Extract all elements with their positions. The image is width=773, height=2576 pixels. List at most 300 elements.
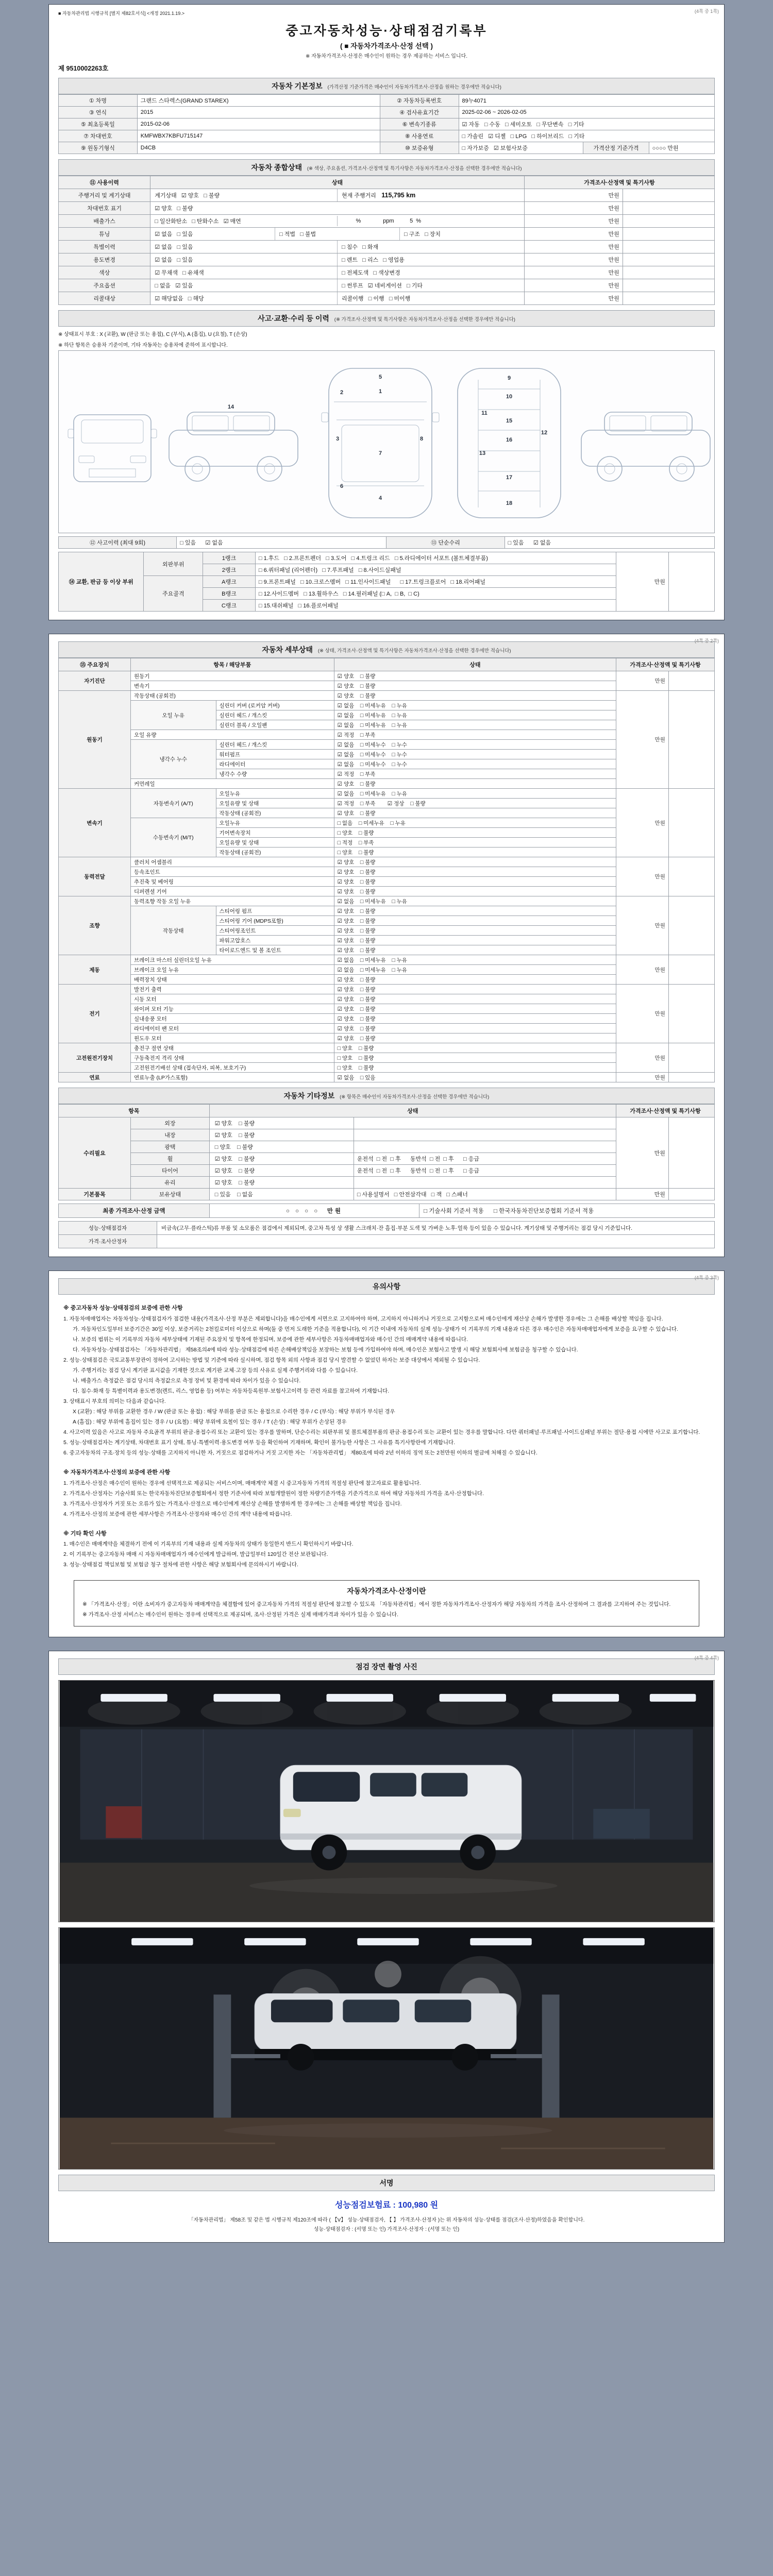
signature-line: 성능·상태점검자 : (서명 또는 인) 가격조사·산정자 : (서명 또는 인): [313, 2227, 460, 2233]
item-label: 스티어링 펌프: [216, 906, 334, 916]
status-checkboxes: □ 양호 □ 불량: [334, 828, 616, 838]
column-header: ⑪ 사용이력: [59, 176, 150, 189]
item-label: 오일누유: [216, 789, 334, 799]
status-checkboxes: □ 있음 □ 없음: [209, 1189, 354, 1200]
etc-item-label: 보유상태: [131, 1189, 210, 1200]
status-checkboxes: ☑ 양호 □ 불량: [334, 945, 616, 955]
field-label: ⑦ 차대번호: [59, 130, 138, 142]
etc-item-label: 광택: [131, 1141, 210, 1153]
item-label: 구동축전지 격리 상태: [131, 1053, 334, 1063]
price-unit-cell: 만원: [616, 857, 669, 896]
field-label: 가격산정 기준가격: [583, 142, 649, 154]
basic-info-band: [58, 78, 715, 94]
notice-body: [58, 1295, 715, 1573]
etc-title: 자동차 기타정보: [283, 1092, 335, 1100]
etc-row: [59, 1189, 715, 1200]
status-cell: [150, 202, 525, 215]
field-value checkbox-group: □ 가솔린 ☑ 디젤 □ LPG □ 하이브리드 □ 기타: [459, 130, 714, 142]
svg-text:6: 6: [340, 483, 344, 489]
status-checkboxes: ☑ 양호 □ 불량: [334, 975, 616, 985]
legal-confirmation-line: 「자동차관리법」 제58조 및 같은 법 시행규칙 제120조에 따라 ( 【V】 성능·상태점검자, 【 】 가격조사·산정자 )는 위 자동차의 성능·상태를 점검(조사·산정)하였음을 확인합니다.: [188, 2217, 585, 2224]
parts-items: □ 9.프론트패널 □ 10.크로스멤버 □ 11.인사이드패널 □ 17.트렁크플로어 □ 18.리어패널: [255, 576, 616, 588]
page-mark: (4쪽 중 4쪽): [694, 1655, 719, 1661]
summary-row: [59, 202, 715, 215]
notice-paragraph: A (흠집) : 해당 부위에 흠집이 있는 경우 / U (요철) : 해당 부위에 요철이 있는 경우 / T (손상) : 해당 부위가 손상된 경우: [73, 1418, 347, 1425]
item-label: 동력조향 작동 오일 누유: [131, 896, 334, 906]
remark-cell: [623, 241, 714, 253]
field-label: ④ 검사유효기간: [380, 107, 459, 118]
item-label: 고전원전기배선 상태 (접속단자, 피복, 보호기구): [131, 1063, 334, 1073]
checkbox-group: □ 없음 ☑ 있음: [155, 283, 193, 289]
svg-text:13: 13: [479, 450, 486, 456]
etc-band: [58, 1088, 715, 1104]
panel-number-labels: [228, 374, 547, 506]
remark-cell: [668, 691, 714, 789]
remark-cell: [668, 985, 714, 1043]
etc-item-label: 타이어: [131, 1165, 210, 1177]
status-checkboxes: ☑ 양호 □ 불량: [334, 887, 616, 896]
detail-row: [59, 1043, 715, 1053]
summary-row: [59, 215, 715, 228]
svg-text:10: 10: [506, 394, 513, 400]
history-note: (※ 가격조사·산정액 및 특기사항은 자동차가격조사·산정을 선택한 경우에만 적습니다): [334, 317, 515, 323]
checkbox-group: □ 적법 □ 불법: [275, 228, 399, 240]
etc-extra: [354, 1117, 616, 1129]
inspection-photo-1: [58, 1680, 715, 1922]
checkbox-group: ☑ 없음 □ 있음: [155, 244, 193, 250]
checkbox-group: □ 썬루프 ☑ 네비게이션 □ 기타: [337, 279, 524, 292]
item-label: 등속조인트: [131, 867, 334, 877]
basic-info-note: (가격산정 기준가격은 매수인이 자동차가격조사·산정을 원하는 경우에만 적습니다): [327, 84, 501, 90]
notice-paragraph: 1. 매수인은 매매계약을 체결하기 전에 이 기록부의 기재 내용과 실제 자동차의 상태가 동일한지 반드시 확인하시기 바랍니다.: [63, 1541, 354, 1548]
item-label: 시동 모터: [131, 994, 334, 1004]
svg-text:4: 4: [378, 495, 382, 501]
status-checkboxes: ☑ 없음 □ 미세누유 □ 누유: [334, 720, 616, 730]
item-label: 윈도우 모터: [131, 1033, 334, 1043]
remark-cell: [668, 896, 714, 955]
price-unit-cell: 만원: [524, 215, 623, 228]
item-label: 라디에이터 팬 모터: [131, 1024, 334, 1033]
notice-title: 유의사항: [372, 1282, 401, 1291]
status-checkboxes: ☑ 적정 □ 부족: [334, 730, 616, 740]
field-value: 2015-02-06: [137, 118, 380, 130]
field-label: ② 자동차등록번호: [380, 95, 459, 107]
remark-cell: [668, 789, 714, 857]
summary-row: [59, 189, 715, 202]
item-label: 변속기: [131, 681, 334, 691]
summary-row: [59, 279, 715, 292]
item-group-label: 자동변속기 (A/T): [131, 789, 216, 818]
table-row: [59, 95, 715, 107]
notice-paragraph: 4. 사고이력 있음은 사고로 자동차 주요골격 부위의 판금·용접수리 또는 교환이 있는 경우를 말하며, 단순수리는 외판부위 및 볼트체결부품의 판금·용접수리 또는 교환이 있는 경우를 말합니다. 다만 쿼터패널·루프패널·사이드실패널 부위는 절단·용접 시에만 사고로 표기합니다.: [63, 1429, 700, 1435]
price-unit-cell: 만원: [616, 1189, 669, 1200]
remark-cell: [668, 1117, 714, 1189]
fee-value: 100,980 원: [398, 2201, 439, 2210]
remark-cell: [668, 1073, 714, 1082]
inspector-opinion-table: [58, 1221, 715, 1248]
photos-band: [58, 1658, 715, 1675]
item-label: 오일누유: [216, 818, 334, 828]
status-cell: [150, 228, 525, 241]
status-checkboxes: ☑ 양호 □ 불량: [334, 681, 616, 691]
etc-item-label: 내장: [131, 1129, 210, 1141]
notice-paragraph: ※ 기타 확인 사항: [63, 1530, 107, 1537]
notice-paragraph: 3. 성능·상태점검 책임보험 및 보험금 청구 절차에 관한 사항은 해당 보험회사에 문의하시기 바랍니다.: [63, 1562, 298, 1568]
price-unit-cell: 만원: [616, 552, 669, 612]
notice-paragraph: 다. 침수·화재 등 특별이력과 용도변경(렌트, 리스, 영업용 등) 여부는 자동차등록원부·보험사고이력 등 관련 자료를 참고하여 기재합니다.: [73, 1387, 390, 1394]
usage-history-label: 용도변경: [59, 253, 150, 266]
status-checkboxes: ☑ 적정 □ 부족: [334, 769, 616, 779]
item-group-label: 작동상태: [131, 906, 216, 955]
status-checkboxes: ☑ 양호 □ 불량: [334, 779, 616, 789]
etc-extra: 운전석 □ 전 □ 후 동반석 □ 전 □ 후 □ 응급: [354, 1153, 616, 1165]
accident-history-value checkbox-group: □ 있음 ☑ 없음: [177, 537, 386, 549]
notice-paragraph: ※ 중고자동차 성능·상태점검의 보증에 관한 사항: [63, 1305, 183, 1311]
usage-history-label: 튜닝: [59, 228, 150, 241]
detail-title: 자동차 세부상태: [262, 646, 313, 654]
parts-rank: 2랭크: [203, 564, 256, 576]
item-group-label: 수동변속기 (M/T): [131, 818, 216, 857]
parts-category: 외판부위: [144, 552, 203, 576]
checkbox-group: ☑ 없음 □ 있음: [155, 231, 193, 238]
notice-paragraph: X (교환) : 해당 부위를 교환한 경우 / W (판금 또는 용접) : 해당 부위를 판금 또는 용접으로 수리한 경우 / C (부식) : 해당 부위가 부식된 경우: [73, 1408, 395, 1415]
usage-history-label: 특별이력: [59, 241, 150, 253]
page-mark: (4쪽 중 3쪽): [694, 1275, 719, 1280]
item-label: 워터펌프: [216, 750, 334, 759]
inspection-insurance-fee: [58, 2198, 715, 2210]
status-checkboxes: ☑ 없음 □ 미세누유 □ 누유: [334, 710, 616, 720]
price-unit-cell: 만원: [616, 1117, 669, 1189]
detail-row: [59, 671, 715, 681]
price-unit-cell: 만원: [524, 241, 623, 253]
device-section-label: 전기: [59, 985, 131, 1043]
status-checkboxes: ☑ 없음 □ 미세누수 □ 누수: [334, 740, 616, 750]
status-checkboxes: □ 양호 □ 불량: [334, 1053, 616, 1063]
usage-history-label: 주행거리 및 계기상태: [59, 189, 150, 202]
table-row: [59, 1204, 715, 1218]
notice-paragraph: 2. 가격조사·산정자는 기술사회 또는 한국자동차진단보증협회에서 정한 기준서에 따라 보험개발원이 정한 차량기준가액을 기준가격으로 하여 해당 자동차의 가격을 조사·산정합니다.: [63, 1490, 484, 1497]
page-2: [48, 634, 725, 1257]
etc-extra: 운전석 □ 전 □ 후 동반석 □ 전 □ 후 □ 응급: [354, 1165, 616, 1177]
status-checkboxes: ☑ 양호 □ 불량: [334, 985, 616, 994]
table-row: [59, 118, 715, 130]
item-label: 커먼레일: [131, 779, 334, 789]
detail-note: (※ 상태, 가격조사·산정액 및 특기사항은 자동차가격조사·산정을 선택한 경우에만 적습니다): [317, 648, 511, 654]
service-note: ※ 자동차가격조사·산정은 매수인이 원하는 경우 제공하는 서비스 입니다.: [305, 54, 468, 59]
status-checkboxes: ☑ 양호 □ 불량: [334, 877, 616, 887]
notice-paragraph: 3. 상태표시 부호의 의미는 다음과 같습니다.: [63, 1398, 166, 1404]
price-assessment-info-box: [74, 1580, 699, 1626]
remark-cell: [623, 228, 714, 241]
parts-row: [59, 552, 715, 564]
remark-cell: [623, 292, 714, 305]
remark-cell: [668, 1043, 714, 1073]
item-label: 스티어링 기어 (MDPS포함): [216, 916, 334, 926]
status-checkboxes: ☑ 없음 □ 미세누유 □ 누유: [334, 955, 616, 965]
column-header: 상태: [209, 1105, 616, 1117]
status-checkboxes: ☑ 양호 □ 불량: [334, 867, 616, 877]
remark-cell: [668, 671, 714, 691]
device-section-label: 원동기: [59, 691, 131, 789]
status-checkboxes: ☑ 양호 □ 불량: [334, 936, 616, 945]
column-header: 가격조사·산정액 및 특기사항: [616, 658, 715, 671]
field-value: 2025-02-06 ~ 2026-02-05: [459, 107, 714, 118]
history-title: 사고·교환·수리 등 이력: [258, 314, 329, 323]
remark-cell: [623, 202, 714, 215]
parts-rank: 1랭크: [203, 552, 256, 564]
table-header-row: [59, 1105, 715, 1117]
device-section-label: 조향: [59, 896, 131, 955]
signature-band: [58, 2175, 715, 2191]
price-unit-cell: 만원: [616, 691, 669, 789]
column-header: 상태: [334, 658, 616, 671]
remark-cell: [623, 253, 714, 266]
field-value: 89누4071: [459, 95, 714, 107]
final-price-extra checkbox-group: □ 기술사회 기준서 적용 □ 한국자동차진단보증협회 기준서 적용: [419, 1204, 715, 1218]
status-checkboxes: ☑ 없음 □ 미세누유 □ 누유: [334, 965, 616, 975]
exchange-panel-table: [58, 552, 715, 612]
detail-row: [59, 985, 715, 994]
field-label: ③ 연식: [59, 107, 138, 118]
car-damage-diagram: [58, 350, 715, 533]
item-label: 충전구 절연 상태: [131, 1043, 334, 1053]
field-value: D4CB: [137, 142, 380, 154]
item-label: 라디에이터: [216, 759, 334, 769]
car-views-drawing: [61, 353, 717, 528]
item-label: 타이로드엔드 및 볼 조인트: [216, 945, 334, 955]
field-value: 2015: [137, 107, 380, 118]
page-mark: (4쪽 중 2쪽): [694, 638, 719, 643]
status-checkboxes: ☑ 양호 □ 불량: [334, 1014, 616, 1024]
checkbox-group: □ 침수 □ 화재: [337, 241, 524, 253]
usage-history-label: 배출가스: [59, 215, 150, 228]
status-cell: [150, 215, 525, 228]
etc-item-label: 유리: [131, 1177, 210, 1189]
table-row: [59, 1222, 715, 1235]
notice-paragraph: 나. 배출가스 측정값은 점검 당시의 측정값으로 측정 장비 및 환경에 따라 차이가 있을 수 있습니다.: [73, 1377, 301, 1384]
item-label: 작동상태 (공회전): [216, 848, 334, 857]
price-unit-cell: 만원: [616, 985, 669, 1043]
checkbox-group: ☑ 없음 □ 있음: [155, 257, 193, 263]
svg-text:16: 16: [506, 437, 513, 443]
state-code-legend: ※ 상태표시 부호 : X (교환), W (판금 또는 용접), C (부식), A (흠집), U (요철), T (손상): [58, 332, 247, 337]
item-label: 디퍼렌셜 기어: [131, 887, 334, 896]
svg-text:8: 8: [419, 436, 424, 442]
price-unit-cell: 만원: [616, 1073, 669, 1082]
summary-row: [59, 228, 715, 241]
status-checkboxes: ☑ 없음 □ 미세누수 □ 누수: [334, 759, 616, 769]
left-side-view: [169, 412, 298, 481]
remark-cell: [668, 1189, 714, 1200]
item-label: 오일유량 및 상태: [216, 838, 334, 848]
price-assessor-text: [157, 1235, 714, 1248]
inspection-photo-2: [58, 1927, 715, 2170]
checkbox-group: ☑ 양호 □ 불량: [155, 206, 193, 212]
field-value checkbox-group: □ 자가보증 ☑ 보험사보증: [459, 142, 583, 154]
item-label: 오일 유량: [131, 730, 334, 740]
remark-cell: [623, 215, 714, 228]
status-checkboxes: ☑ 양호 □ 불량: [334, 926, 616, 936]
table-row: [59, 130, 715, 142]
field-value: 그랜드 스타렉스(GRAND STAREX): [137, 95, 380, 107]
status-checkboxes: ☑ 없음 □ 미세누유 □ 누유: [334, 789, 616, 799]
status-checkboxes: ☑ 적정 □ 부족 ☑ 정상 □ 불량: [334, 799, 616, 808]
status-checkboxes: □ 없음 □ 미세누유 □ 누유: [334, 818, 616, 828]
column-header: ⑮ 주요장치: [59, 658, 131, 671]
item-label: 작동상태 (공회전): [131, 691, 334, 701]
device-section-label: 변속기: [59, 789, 131, 857]
item-label: 실린더 헤드 / 개스킷: [216, 740, 334, 750]
price-unit-cell: 만원: [524, 228, 623, 241]
column-header: 상태: [150, 176, 525, 189]
status-checkboxes: ☑ 양호 □ 불량: [334, 1004, 616, 1014]
accident-history-label: ⑫ 사고이력 (최대 9회): [59, 537, 177, 549]
price-unit-cell: 만원: [524, 253, 623, 266]
checkbox-group: □ 일산화탄소 □ 탄화수소 ☑ 매연: [155, 218, 241, 225]
status-checkboxes: □ 양호 □ 불량: [334, 1063, 616, 1073]
etc-extra: [354, 1177, 616, 1189]
status-cell: [150, 266, 525, 279]
price-box-line: ※ 가격조사·산정 서비스는 매수인이 원하는 경우에 선택적으로 제공되며, 조사·산정된 가격은 실제 매매가격과 차이가 있을 수 있습니다.: [82, 1612, 399, 1618]
svg-text:2: 2: [340, 389, 344, 396]
status-cell: [150, 279, 525, 292]
status-checkboxes: ☑ 양호 □ 불량: [334, 916, 616, 926]
svg-text:14: 14: [227, 404, 234, 410]
detail-row: [59, 955, 715, 965]
usage-history-label: 색상: [59, 266, 150, 279]
basic-info-table: [58, 94, 715, 154]
price-unit-cell: 만원: [524, 292, 623, 305]
detail-row: [59, 857, 715, 867]
checkbox-group: □ 렌트 □ 리스 □ 영업용: [337, 253, 524, 266]
svg-text:9: 9: [507, 375, 511, 381]
item-label: 추진축 및 베어링: [131, 877, 334, 887]
state-code-legend-2: ※ 하단 항목은 승용차 기준이며, 기타 자동차는 승용차에 준하여 표시합니다.: [58, 343, 228, 348]
table-header-row: [59, 176, 715, 189]
remark-cell: [668, 552, 714, 612]
etc-note: (※ 항목은 매수인이 자동차가격조사·산정을 선택한 경우에만 적습니다): [340, 1094, 490, 1100]
device-section-label: 제동: [59, 955, 131, 985]
remark-cell: [623, 266, 714, 279]
svg-text:3: 3: [335, 436, 340, 442]
lifted-car-shape: [231, 1993, 542, 2070]
notice-paragraph: 1. 자동차매매업자는 자동차성능·상태점검자가 점검한 내용(가격조사·산정 부분은 제외합니다)을 매수인에게 서면으로 고지하여야 하며, 고지하지 아니하거나 거짓으로 고지함으로써 매수인에게 재산상 손해가 발생한 경우에는 그 손해를 배상할 책임을 집니다.: [63, 1315, 663, 1322]
notice-paragraph: [63, 1459, 710, 1463]
status-checkboxes: ☑ 양호 □ 불량: [334, 1024, 616, 1033]
svg-text:7: 7: [378, 450, 382, 456]
device-section-label: 고전원전기장치: [59, 1043, 131, 1073]
price-unit-cell: 만원: [524, 202, 623, 215]
notice-paragraph: 5. 성능·상태점검자는 계기상태, 차대번호 표기 상태, 튜닝·특별이력·용도변경 여부 등을 확인하여 기재하며, 확인이 불가능한 사항은 그 사유를 특기사항란에 기재합니다.: [63, 1439, 456, 1446]
status-checkboxes: ☑ 없음 □ 미세누유 □ 누유: [334, 701, 616, 710]
status-checkboxes: □ 적정 □ 부족: [334, 838, 616, 848]
detail-row: [59, 1073, 715, 1082]
notice-paragraph: 4. 가격조사·산정의 보증에 관한 세부사항은 가격조사·산정자와 매수인 간의 계약 내용에 따릅니다.: [63, 1511, 292, 1517]
table-row: [59, 537, 715, 549]
status-checkboxes: ☑ 양호 □ 불량: [209, 1177, 354, 1189]
price-box-title: 자동차가격조사·산정이란: [347, 1587, 426, 1596]
checkbox-group: ☑ 무채색 □ 유채색: [155, 270, 204, 276]
status-checkboxes: ☑ 양호 □ 불량: [334, 691, 616, 701]
column-header: 가격조사·산정액 및 특기사항: [524, 176, 714, 189]
remark-cell: [668, 857, 714, 896]
item-label: 실린더 블록 / 오일팬: [216, 720, 334, 730]
detail-row: [59, 691, 715, 701]
basic-info-title: 자동차 기본정보: [272, 82, 323, 90]
document-subtitle: ( ■ 자동차가격조사·산정 선택 ): [340, 42, 433, 50]
inspector-opinion-label: 성능·상태점검자: [59, 1222, 157, 1235]
simple-repair-label: ⑬ 단순수리: [386, 537, 505, 549]
notice-paragraph: ※ 자동차가격조사·산정의 보증에 관한 사항: [63, 1469, 171, 1476]
signature-title: 서명: [379, 2179, 394, 2188]
status-checkboxes: ☑ 양호 □ 불량: [334, 906, 616, 916]
field-label: ⑤ 최초등록일: [59, 118, 138, 130]
etc-section-label: 기본품목: [59, 1189, 131, 1200]
checkbox-group: □ 구조 □ 장치: [399, 228, 524, 240]
notice-paragraph: [63, 1520, 710, 1524]
item-label: 실린더 커버 (로커암 커버): [216, 701, 334, 710]
parts-category: 주요골격: [144, 576, 203, 612]
usage-history-label: 리콜대상: [59, 292, 150, 305]
accident-history-table: [58, 536, 715, 549]
svg-text:5: 5: [378, 374, 382, 380]
price-unit-cell: 만원: [616, 1043, 669, 1073]
inspector-opinion-text: 비금속(고무·플라스틱)류 부품 및 소모품은 점검에서 제외되며, 중고차 특성 상 생활 스크래치·잔 흠집·부분 도색 및 가벼운 노후·얼룩 등이 있을 수 있습니다. 계기상태 및 주행거리는 점검 당시 기준입니다.: [157, 1222, 714, 1235]
price-unit-cell: 만원: [524, 189, 623, 202]
svg-text:11: 11: [481, 410, 488, 416]
remark-cell: [668, 955, 714, 985]
fee-label: 성능점검보험료 :: [334, 2201, 396, 2210]
right-side-view: [581, 412, 710, 481]
table-row: [59, 142, 715, 154]
price-assessor-label: 가격·조사산정자: [59, 1235, 157, 1248]
svg-text:18: 18: [506, 500, 513, 506]
parts-rank: B랭크: [203, 588, 256, 600]
item-group-label: 냉각수 누수: [131, 740, 216, 779]
remark-cell: [623, 279, 714, 292]
field-value: ○○○○ 만원: [649, 142, 714, 154]
etc-extra: [354, 1129, 616, 1141]
simple-repair-value checkbox-group: □ 있음 ☑ 없음: [505, 537, 714, 549]
summary-row: [59, 241, 715, 253]
usage-history-label: 차대번호 표기: [59, 202, 150, 215]
status-checkboxes: □ 양호 □ 불량: [334, 848, 616, 857]
item-label: 작동상태 (공회전): [216, 808, 334, 818]
column-header: 가격조사·산정액 및 특기사항: [616, 1105, 715, 1117]
item-label: 오일유량 및 상태: [216, 799, 334, 808]
summary-band: [58, 159, 715, 176]
notice-paragraph: 가. 자동차인도일부터 보증기간은 30일 이상, 보증거리는 2천킬로미터 이상으로 하며(둘 중 먼저 도래한 기준을 적용합니다), 이 기간 이내에 자동차의 실제 성능·상태가 이 기록부의 기재 내용과 다른 경우 매수인은 자동차매매업자에게 보증을 요구할 수 있습니다.: [73, 1326, 678, 1332]
page-1: [48, 4, 725, 620]
svg-text:17: 17: [506, 474, 513, 481]
parts-items: □ 15.대쉬패널 □ 16.플로어패널: [255, 600, 616, 612]
item-label: 와이퍼 모터 기능: [131, 1004, 334, 1014]
checkbox-group: □ 전체도색 □ 색상변경: [337, 266, 524, 279]
notice-paragraph: 가. 주행거리는 점검 당시 계기판 표시값을 기재한 것으로 계기판 교체·고장 등의 사유로 실제 주행거리와 다를 수 있습니다.: [73, 1367, 358, 1374]
svg-text:12: 12: [541, 430, 548, 436]
field-label: ⑩ 보증유형: [380, 142, 459, 154]
price-unit-cell: 만원: [616, 789, 669, 857]
status-cell: [150, 189, 525, 202]
page-4: [48, 1651, 725, 2243]
page-3: [48, 1270, 725, 1637]
summary-row: [59, 253, 715, 266]
summary-row: [59, 292, 715, 305]
status-checkboxes: ☑ 양호 □ 불량: [209, 1117, 354, 1129]
status-cell: [150, 253, 525, 266]
device-section-label: 동력전달: [59, 857, 131, 896]
field-label: ⑥ 변속기종류: [380, 118, 459, 130]
